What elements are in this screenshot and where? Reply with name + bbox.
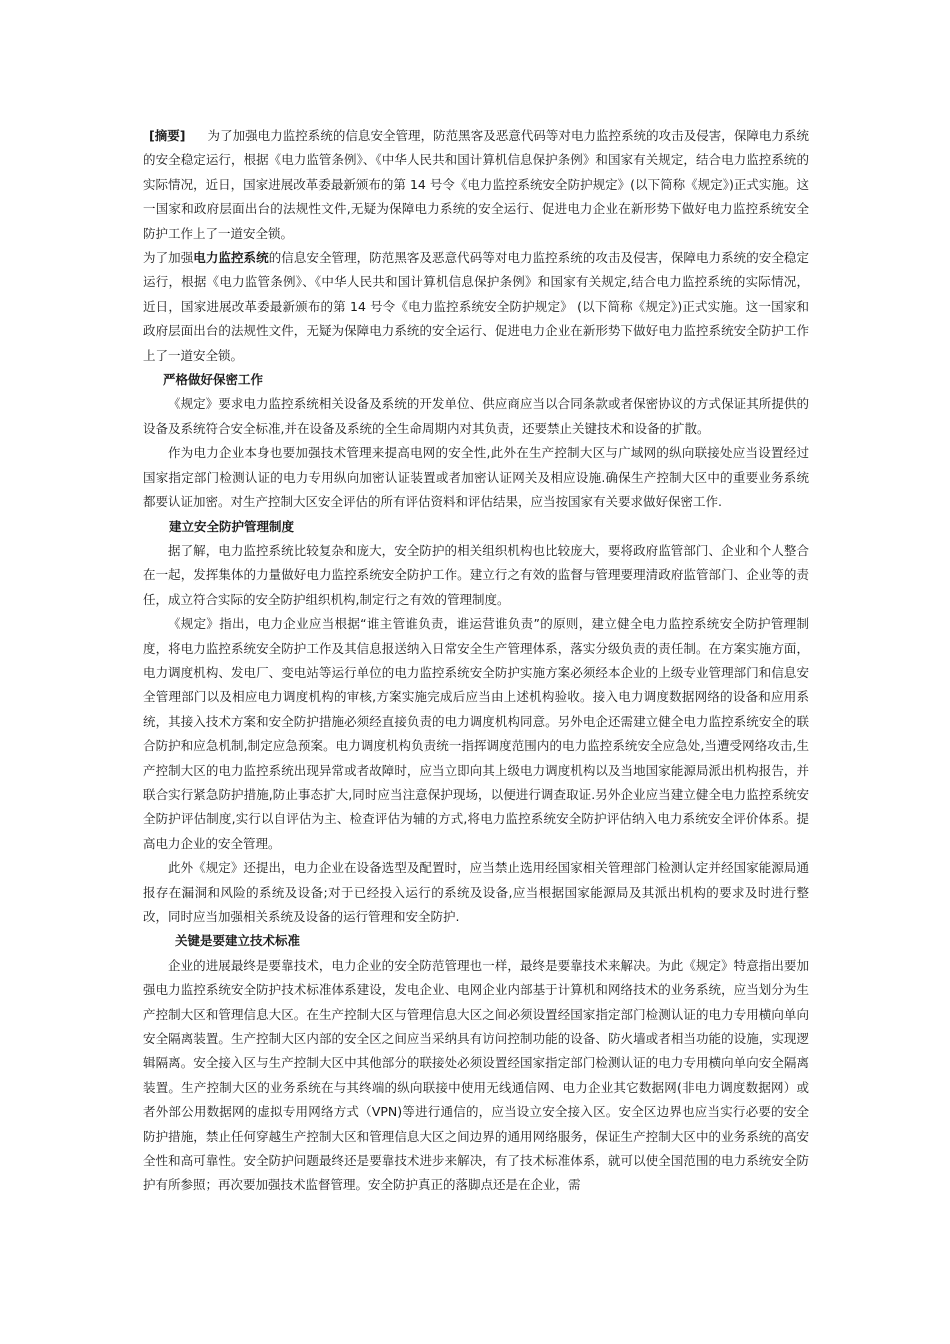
- section2-paragraph-3: 此外《规定》还提出，电力企业在设备选型及配置时，应当禁止选用经国家相关管理部门检测认定并经国家能源局通报存在漏洞和风险的系统及设备;对于已经投入运行的系统及设备,应当根据国家能源局及其派出机构的要求及时进行整改，同时应当加强相关系统及设备的运行管理和安全防护.: [143, 860, 809, 924]
- section-heading-confidentiality: 严格做好保密工作: [163, 372, 264, 388]
- section-heading-technical-standards: 关键是要建立技术标准: [175, 933, 301, 949]
- section2-paragraph-2: 《规定》指出，电力企业应当根据“谁主管谁负责，谁运营谁负责”的原则，建立健全电力监控系统安全防护管理制度，将电力监控系统安全防护工作及其信息报送纳入日常安全生产管理体系，落实分级负责的责任制。在方案实施方面，电力调度机构、发电厂、变电站等运行单位的电力监控系统安全防护实施方案必须经本企业的上级专业管理部门和信息安全管理部门以及相应电力调度机构的审核,方案实施完成后应当由上述机构验收。接入电力调度数据网络的设备和应用系统，其接入技术方案和安全防护措施必须经直接负责的电力调度机构同意。另外电企还需建立健全电力监控系统安全的联合防护和应急机制,制定应急预案。电力调度机构负责统一指挥调度范围内的电力监控系统安全应急处,当遭受网络攻击,生产控制大区的电力监控系统出现异常或者故障时，应当立即向其上级电力调度机构以及当地国家能源局派出机构报告，并联合实行紧急防护措施,防止事态扩大,同时应当注意保护现场，以便进行调查取证.另外企业应当建立健全电力监控系统安全防护评估制度,实行以自评估为主、检查评估为辅的方式,将电力监控系统安全防护评估纳入电力系统安全评价体系。提高电力企业的安全管理。: [143, 616, 809, 851]
- section2-paragraph-1: 据了解，电力监控系统比较复杂和庞大，安全防护的相关组织机构也比较庞大，要将政府监管部门、企业和个人整合在一起，发挥集体的力量做好电力监控系统安全防护工作。建立行之有效的监督与管理要理清政府监管部门、企业等的责任，成立符合实际的安全防护组织机构,制定行之有效的管理制度。: [143, 542, 809, 607]
- section3-paragraph-1: 企业的进展最终是要靠技术，电力企业的安全防范管理也一样，最终是要靠技术来解决。为此《规定》特意指出要加强电力监控系统安全防护技术标准体系建设，发电企业、电网企业内部基于计算机和网络技术的业务系统，应当划分为生产控制大区和管理信息大区。在生产控制大区与管理信息大区之间必须设置经国家指定部门检测认证的电力专用横向单向安全隔离装置。生产控制大区内部的安全区之间应当采纳具有访问控制功能的设备、防火墙或者相当功能的设施，实现逻辑隔离。安全接入区与生产控制大区中其他部分的联接处必须设置经国家指定部门检测认证的电力专用横向单向安全隔离装置。生产控制大区的业务系统在与其终端的纵向联接中使用无线通信网、电力企业其它数据网(非电力调度数据网）或者外部公用数据网的虚拟专用网络方式（VPN)等进行通信的，应当设立安全接入区。安全区边界也应当实行必要的安全防护措施，禁止任何穿越生产控制大区和管理信息大区之间边界的通用网络服务，保证生产控制大区中的业务系统的高安全性和高可靠性。安全防护问题最终还是要靠技术进步来解决，有了技术标准体系，就可以使全国范围的电力系统安全防护有所参照；再次要加强技术监督管理。安全防护真正的落脚点还是在企业，需: [143, 957, 809, 1193]
- abstract-text: 为了加强电力监控系统的信息安全管理，防范黑客及恶意代码等对电力监控系统的攻击及侵害，保障电力系统的安全稳定运行，根据《电力监管条例》、《中华人民共和国计算机信息保护条例》和国家有关规定，结合电力监控系统的实际情况，近日，国家进展改革委最新颁布的第 14 号令《电力监控系统安全防护规定》(以下简称《规定》)正式实施。这一国家和政府层面出台的法规性文件,无疑为保障电力系统的安全运行、促进电力企业在新形势下做好电力监控系统安全防护工作上了一道安全锁。: [143, 128, 809, 241]
- section1-paragraph-2: 作为电力企业本身也要加强技术管理来提高电网的安全性,此外在生产控制大区与广域网的纵向联接处应当设置经过国家指定部门检测认证的电力专用纵向加密认证装置或者加密认证网关及相应设施.确保生产控制大区中的重要业务系统都要认证加密。对生产控制大区安全评估的所有评估资料和评估结果，应当按国家有关要求做好保密工作.: [143, 445, 809, 510]
- intro-text-bold: 电力监控系统: [193, 250, 269, 266]
- intro-text-after: 的信息安全管理，防范黑客及恶意代码等对电力监控系统的攻击及侵害，保障电力系统的安全稳定运行，根据《电力监管条例》、《中华人民共和国计算机信息保护条例》和国家有关规定,结合电力监控系统的实际情况，近日，国家进展改革委最新颁布的第 14 号令《电力监控系统安全防护规定》 (以下简称《规定》)正式实施。这一国家和政府层面出台的法规性文件，无疑为保障电力系统的安全运行、促进电力企业在新形势下做好电力监控系统安全防护工作上了一道安全锁。: [143, 250, 809, 363]
- section1-paragraph-1: 《规定》要求电力监控系统相关设备及系统的开发单位、供应商应当以合同条款或者保密协议的方式保证其所提供的设备及系统符合安全标准,并在设备及系统的全生命周期内对其负责，还要禁止关键技术和设备的扩散。: [143, 396, 809, 436]
- abstract-paragraph: [143, 124, 809, 246]
- section-heading-management-system: 建立安全防护管理制度: [169, 518, 295, 534]
- intro-text-before: 为了加强: [143, 250, 194, 266]
- document-page: [143, 124, 809, 1198]
- intro-paragraph: [143, 246, 809, 368]
- abstract-label: [摘要]: [149, 128, 186, 143]
